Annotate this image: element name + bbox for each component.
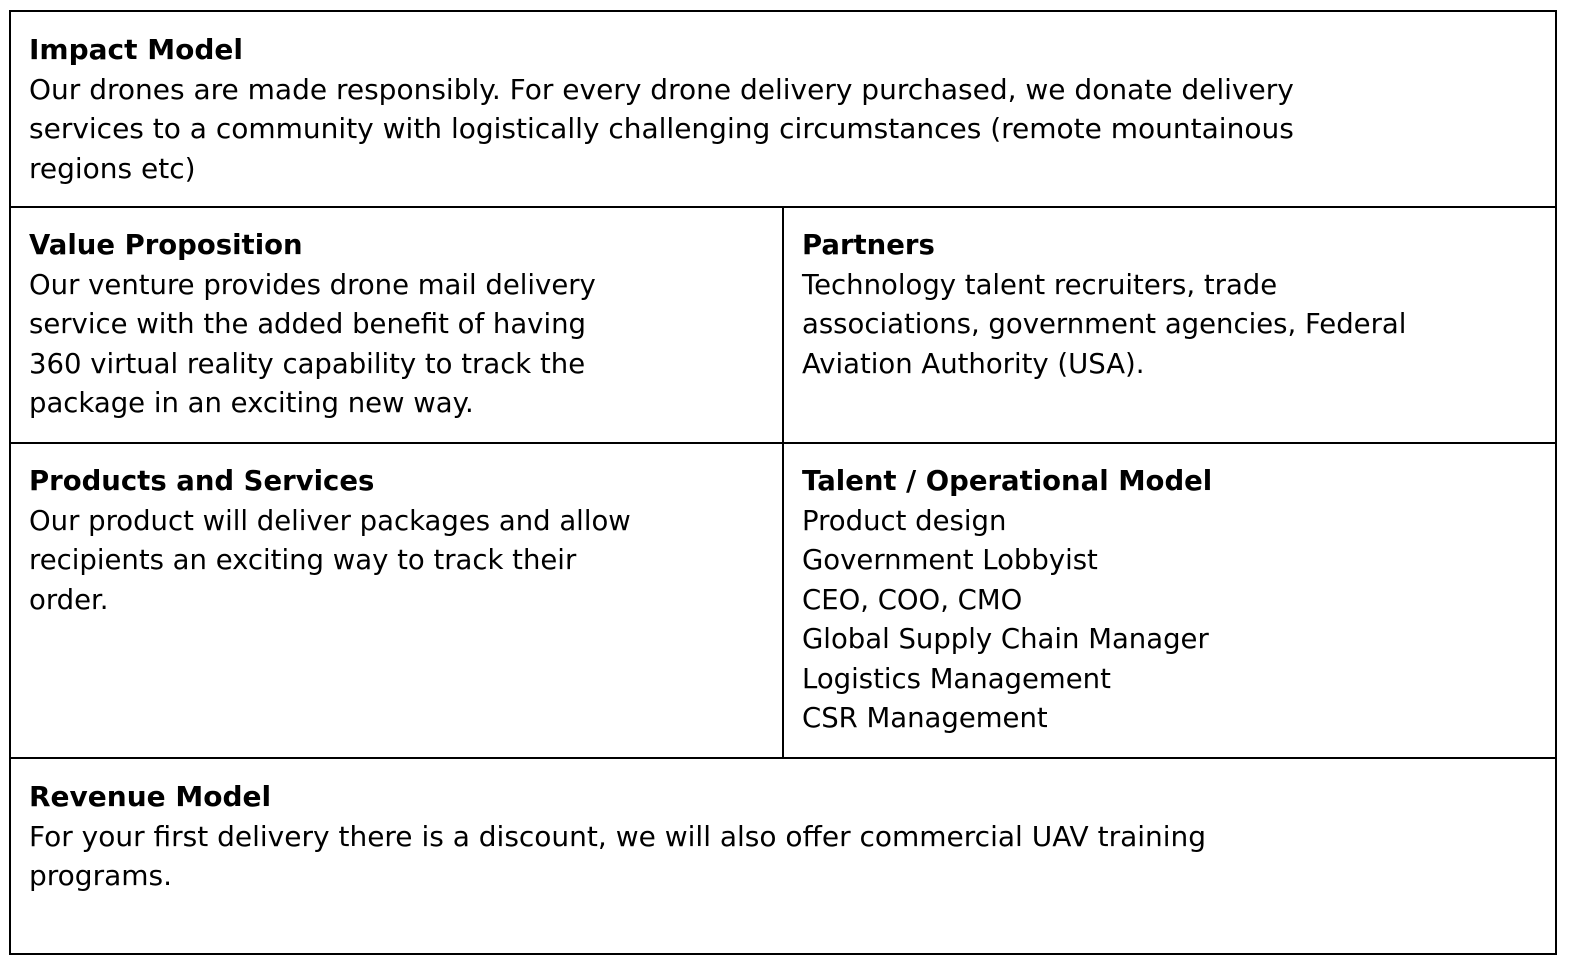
products-and-services-heading: Products and Services	[29, 465, 375, 497]
talent-operational-model-cell	[784, 444, 1555, 759]
partners-heading: Partners	[802, 229, 935, 261]
talent-item: Government Lobbyist	[802, 544, 1098, 576]
impact-model-heading: Impact Model	[29, 33, 243, 66]
products-and-services-cell	[11, 444, 784, 759]
business-model-table	[9, 10, 1557, 955]
impact-model-cell	[11, 12, 1555, 208]
revenue-model-cell	[11, 759, 1555, 953]
value-proposition-text: Our venture provides drone mail delivery service with the added benefit of having 360 virtual reality capability to track the package in an exciting new way.	[29, 268, 596, 419]
value-proposition-heading: Value Proposition	[29, 229, 303, 261]
talent-item: Global Supply Chain Manager	[802, 623, 1209, 655]
value-proposition-cell	[11, 208, 784, 444]
talent-item: CEO, COO, CMO	[802, 583, 1023, 616]
revenue-model-text: For your first delivery there is a discount, we will also offer commercial UAV training programs.	[29, 819, 1207, 892]
partners-text: Technology talent recruiters, trade associations, government agencies, Federal Aviation Authority (USA).	[802, 268, 1407, 380]
impact-model-text: Our drones are made responsibly. For every drone delivery purchased, we donate delivery services to a community with logistically challenging circumstances (remote mountainous regions etc)	[29, 72, 1294, 185]
partners-cell	[784, 208, 1555, 444]
talent-operational-model-heading: Talent / Operational Model	[802, 465, 1213, 497]
talent-item: CSR Management	[802, 702, 1048, 734]
talent-item: Product design	[802, 504, 1007, 537]
revenue-model-heading: Revenue Model	[29, 780, 272, 813]
products-and-services-text: Our product will deliver packages and allow recipients an exciting way to track their order.	[29, 504, 631, 616]
talent-item: Logistics Management	[802, 662, 1111, 695]
